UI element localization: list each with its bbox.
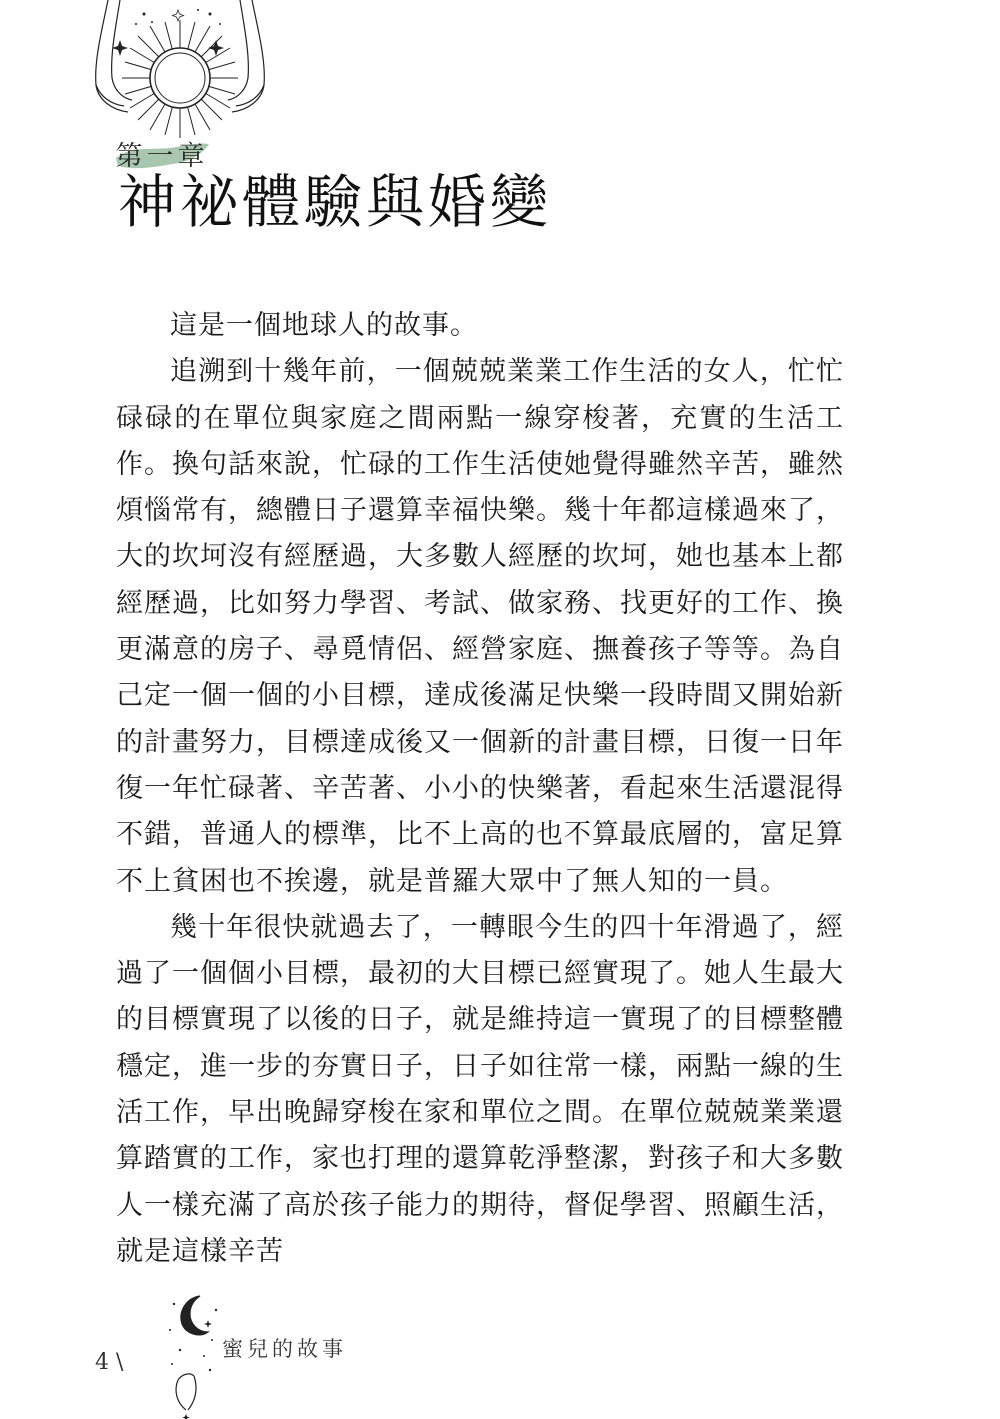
paragraph: 幾十年很快就過去了，一轉眼今生的四十年滑過了，經過了一個個小目標，最初的大目標已經實現了。她人生最大的目標實現了以後的日子，就是維持這一實現了的目標整體穩定，進一步的夯實日子，日子如往常一樣，兩點一線的生活工作，早出晚歸穿梭在家和單位之間。在單位兢兢業業還算踏實的工作，家也打理的還算乾淨整潔，對孩子和大多數人一樣充滿了高於孩子能力的期待，督促學習、照顧生活，就是這樣辛苦	[116, 911, 844, 1267]
paragraph: 這是一個地球人的故事。	[170, 310, 478, 341]
sun-hands-illustration-icon	[80, 0, 280, 150]
page-number: 4 \	[95, 1350, 124, 1375]
paragraph: 追溯到十幾年前，一個兢兢業業工作生活的女人，忙忙碌碌的在單位與家庭之間兩點一線穿梭著，充實的生活工作。換句話來說，忙碌的工作生活使她覺得雖然辛苦，雖然煩惱常有，總體日子還算幸福快樂。幾十年都這樣過來了，大的坎坷沒有經歷過，大多數人經歷的坎坷，她也基本上都經歷過，比如努力學習、考試、做家務、找更好的工作、換更滿意的房子、尋覓情侶、經營家庭、撫養孩子等等。為自己定一個一個的小目標，達成後滿足快樂一段時間又開始新的計畫努力，目標達成後又一個新的計畫目標，日復一日年復一年忙碌著、辛苦著、小小的快樂著，看起來生活還混得不錯，普通人的標準，比不上高的也不算最底層的，富足算不上貧困也不挨邊，就是普羅大眾中了無人知的一員。	[116, 356, 844, 897]
moon-stars-hand-icon	[160, 1290, 230, 1419]
body-text	[116, 303, 844, 1275]
chapter-label-text: 第一章	[115, 141, 209, 172]
book-name: 蜜兒的故事	[222, 1337, 347, 1361]
chapter-title: 神祕體驗與婚變	[118, 168, 553, 236]
